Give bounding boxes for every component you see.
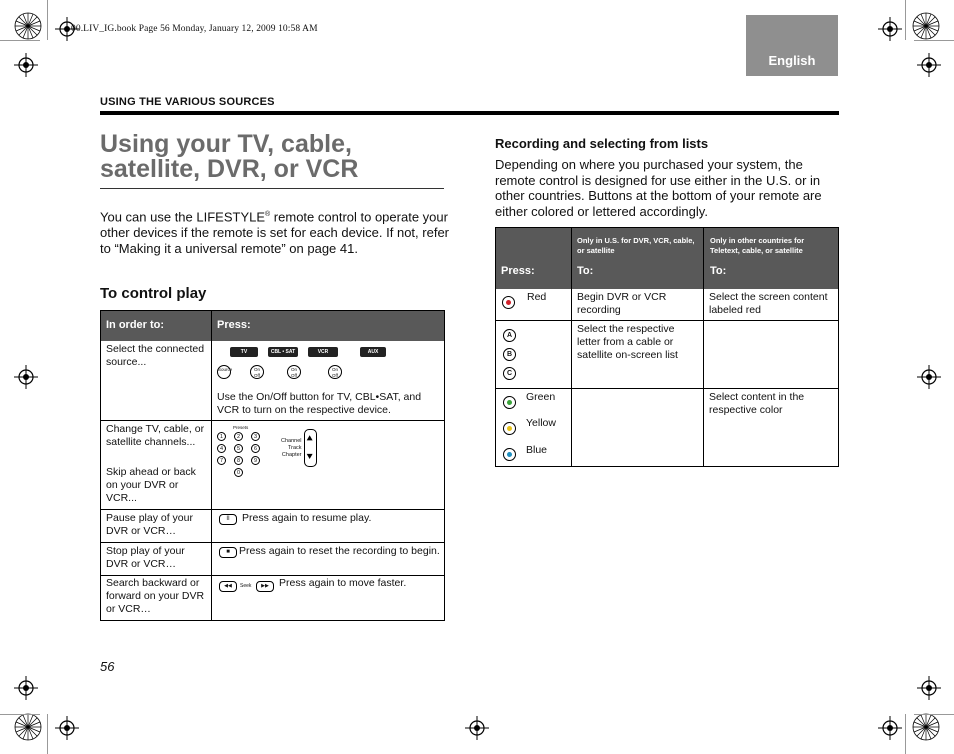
tv-power-button: On Off bbox=[250, 365, 264, 379]
column-header: To: bbox=[577, 265, 594, 277]
channel-rocker-icon bbox=[304, 429, 317, 467]
table-row-action: Stop play of your DVR or VCR… bbox=[106, 545, 185, 570]
starburst-mark-icon bbox=[14, 12, 42, 40]
crop-line bbox=[47, 714, 48, 754]
red-button-icon bbox=[502, 296, 515, 309]
button-color-label: Blue bbox=[526, 444, 548, 456]
registration-mark-icon bbox=[878, 716, 902, 740]
language-tab bbox=[746, 15, 838, 76]
blue-dot bbox=[507, 452, 512, 457]
vcr-power-button: On Off bbox=[328, 365, 342, 379]
crop-line bbox=[905, 714, 906, 754]
stop-button-icon: ■ bbox=[219, 547, 237, 558]
vcr-source-button: VCR bbox=[308, 347, 338, 357]
control-play-heading: To control play bbox=[100, 285, 207, 302]
cblsat-source-button: CBL • SAT bbox=[268, 347, 298, 357]
us-action: Select the respective letter from a cable or satellite on-screen list bbox=[577, 323, 678, 361]
seek-label: Seek bbox=[240, 583, 252, 589]
keypad-button: 7 bbox=[217, 456, 226, 465]
control-play-table bbox=[100, 310, 445, 621]
channel-label bbox=[281, 438, 302, 459]
column-header-note: Only in other countries for Teletext, cable, or satellite bbox=[710, 236, 805, 255]
column-header: Press: bbox=[217, 319, 251, 331]
seek-back-button-icon: ◀◀ bbox=[219, 581, 237, 592]
column-header: To: bbox=[710, 265, 727, 277]
language-tab-label: English bbox=[768, 53, 816, 68]
column-divider bbox=[211, 311, 212, 620]
starburst-mark-icon bbox=[912, 12, 940, 40]
button-color-label: Green bbox=[526, 391, 556, 403]
pause-button-icon: II bbox=[219, 514, 237, 525]
registration-mark-icon bbox=[917, 365, 941, 389]
registration-mark-icon bbox=[878, 17, 902, 41]
keypad-button: 6 bbox=[251, 444, 260, 453]
blue-button-icon bbox=[503, 448, 516, 461]
column-header-note: Only in U.S. for DVR, VCR, cable, or satellite bbox=[577, 236, 695, 255]
yellow-button-icon bbox=[503, 422, 516, 435]
table-row-action: Pause play of your DVR or VCR… bbox=[106, 512, 193, 537]
other-action: Select the screen content labeled red bbox=[709, 291, 828, 316]
other-action: Select content in the respective color bbox=[709, 391, 805, 416]
table-header bbox=[496, 228, 838, 289]
seek-forward-button-icon: ▶▶ bbox=[256, 581, 274, 592]
column-divider bbox=[703, 228, 704, 466]
red-dot bbox=[506, 300, 511, 305]
keypad-button: 0 bbox=[234, 468, 243, 477]
row-divider bbox=[496, 320, 838, 321]
a-button-icon: A bbox=[503, 329, 516, 342]
intro-text: remote control to operate your other devices if the remote is set for each device. If not, refer to “Making it a universal remote” on page 41. bbox=[100, 209, 450, 256]
title-rule bbox=[100, 188, 444, 189]
table-row-action: Skip ahead or back on your DVR or VCR... bbox=[106, 466, 196, 504]
keypad-button: 5 bbox=[234, 444, 243, 453]
table-header bbox=[101, 311, 444, 341]
crop-line bbox=[914, 40, 954, 41]
registration-mark-icon bbox=[14, 53, 38, 77]
registration-mark-icon bbox=[14, 676, 38, 700]
table-row-instruction: Press again to reset the recording to begin. bbox=[239, 545, 440, 557]
keypad-button: 2 bbox=[234, 432, 243, 441]
source-button: Source bbox=[217, 365, 231, 379]
registration-mark-icon bbox=[14, 365, 38, 389]
crop-line bbox=[905, 0, 906, 40]
keypad-button: 8 bbox=[234, 456, 243, 465]
row-divider bbox=[101, 509, 444, 510]
table-row-instruction: Press again to move faster. bbox=[279, 577, 407, 589]
column-header: In order to: bbox=[106, 319, 165, 331]
row-divider bbox=[101, 542, 444, 543]
green-button-icon bbox=[503, 396, 516, 409]
column-header: Press: bbox=[501, 265, 535, 277]
intro-paragraph bbox=[100, 207, 450, 256]
crop-line bbox=[0, 40, 40, 41]
registered-mark: ® bbox=[265, 211, 271, 218]
row-divider bbox=[496, 388, 838, 389]
us-action: Begin DVR or VCR recording bbox=[577, 291, 667, 316]
recording-heading: Recording and selecting from lists bbox=[495, 136, 709, 151]
button-color-label: Red bbox=[527, 291, 547, 303]
row-divider bbox=[101, 575, 444, 576]
column-divider bbox=[571, 228, 572, 466]
registration-mark-icon bbox=[917, 53, 941, 77]
row-divider bbox=[101, 420, 444, 421]
registration-mark-icon bbox=[465, 716, 489, 740]
presets-label: Presets bbox=[233, 425, 249, 430]
starburst-mark-icon bbox=[912, 713, 940, 741]
keypad-button: 1 bbox=[217, 432, 226, 441]
table-row-instruction: Use the On/Off button for TV, CBL•SAT, and VCR to turn on the respective device. bbox=[217, 391, 422, 416]
crop-line bbox=[914, 714, 954, 715]
crop-line bbox=[47, 0, 48, 40]
b-button-icon: B bbox=[503, 348, 516, 361]
recording-paragraph: Depending on where you purchased your system, the remote control is designed for use either in the U.S. or in other countries. Buttons at the bottom of your remote are either colored or lettered accordingly. bbox=[495, 157, 822, 219]
page-number: 56 bbox=[100, 659, 115, 674]
aux-source-button: AUX bbox=[360, 347, 386, 357]
table-row-action: Change TV, cable, or satellite channels... bbox=[106, 423, 205, 448]
page-title: Using your TV, cable, satellite, DVR, or VCR bbox=[100, 130, 359, 183]
keypad-button: 9 bbox=[251, 456, 260, 465]
table-row-action: Select the connected source... bbox=[106, 343, 205, 368]
starburst-mark-icon bbox=[14, 713, 42, 741]
channel-label-line: Chapter bbox=[281, 452, 302, 458]
keypad-button: 3 bbox=[251, 432, 260, 441]
recording-table bbox=[495, 227, 839, 467]
intro-text: You can use the LIFESTYLE bbox=[100, 209, 266, 225]
tv-source-button: TV bbox=[230, 347, 258, 357]
table-row-action: Search backward or forward on your DVR or VCR… bbox=[106, 577, 205, 615]
channel-label-line: Track bbox=[287, 445, 302, 451]
registration-mark-icon bbox=[917, 676, 941, 700]
button-color-label: Yellow bbox=[526, 417, 556, 429]
channel-label-line: Channel bbox=[281, 438, 302, 444]
section-rule bbox=[100, 111, 839, 115]
c-button-icon: C bbox=[503, 367, 516, 380]
registration-mark-icon bbox=[55, 716, 79, 740]
cblsat-power-button: On Off bbox=[287, 365, 301, 379]
yellow-dot bbox=[507, 426, 512, 431]
green-dot bbox=[507, 400, 512, 405]
crop-line bbox=[0, 714, 40, 715]
keypad-button: 4 bbox=[217, 444, 226, 453]
file-info-line: 00.LIV_IG.book Page 56 Monday, January 12, 2009 10:58 AM bbox=[71, 24, 318, 34]
section-label: USING THE VARIOUS SOURCES bbox=[100, 96, 275, 108]
table-row-instruction: Press again to resume play. bbox=[242, 512, 372, 524]
